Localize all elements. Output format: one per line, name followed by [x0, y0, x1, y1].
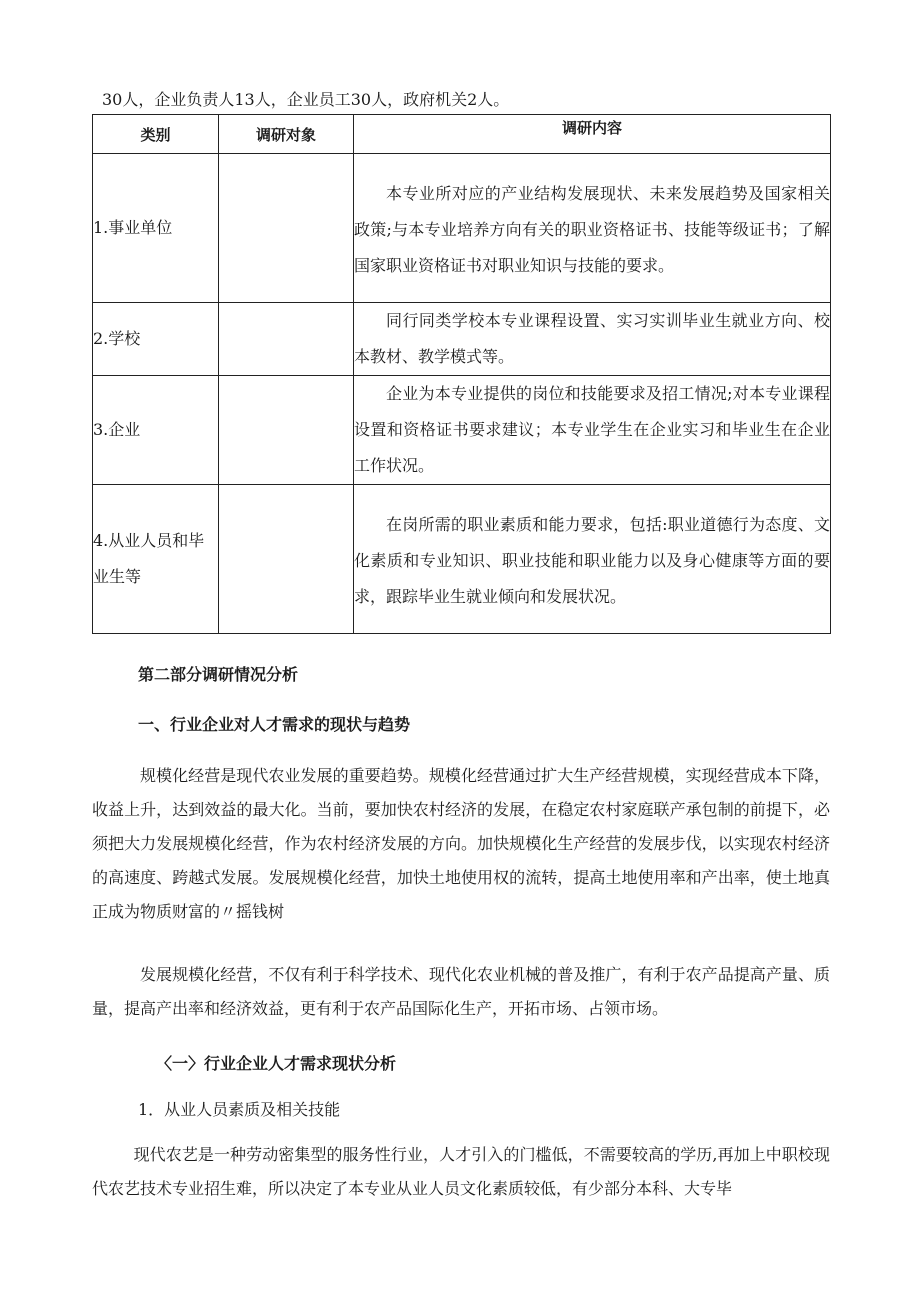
- row-target: [219, 303, 354, 376]
- row-category: 3.企业: [93, 376, 219, 485]
- row-category: 4.从业人员和毕业生等: [93, 485, 219, 634]
- row-content-text: 企业为本专业提供的岗位和技能要求及招工情况;对本专业课程设置和资格证书要求建议；本专业学生在企业实习和毕业生在企业工作状况。: [354, 384, 830, 475]
- table-row: [93, 376, 831, 485]
- subsection-title: 〈一〉行业企业人才需求现状分析: [156, 1054, 397, 1073]
- body-paragraph: [92, 759, 830, 929]
- row-content: [354, 154, 831, 303]
- header-content: 调研内容: [354, 115, 831, 154]
- paragraph-text: 规模化经营是现代农业发展的重要趋势。规模化经营通过扩大生产经营规模，实现经营成本下降，收益上升，达到效益的最大化。当前，要加快农村经济的发展，在稳定农村家庭联产承包制的前提下，必须把大力发展规模化经营，作为农村经济发展的方向。加快规模化生产经营的发展步伐，以实现农村经济的高速度、跨越式发展。发展规模化经营，加快土地使用权的流转，提高土地使用率和产出率，使土地真正成为物质财富的〃摇钱树: [92, 766, 830, 921]
- row-content-text: 本专业所对应的产业结构发展现状、未来发展趋势及国家相关政策;与本专业培养方向有关的职业资格证书、技能等级证书；了解国家职业资格证书对职业知识与技能的要求。: [354, 184, 830, 275]
- row-content: [354, 485, 831, 634]
- row-content: [354, 376, 831, 485]
- table-row: [93, 485, 831, 634]
- survey-table: [92, 114, 831, 634]
- row-target: [219, 485, 354, 634]
- body-paragraph: [92, 1138, 830, 1206]
- table-header-row: [93, 115, 831, 154]
- intro-line: 30人，企业负责人13人，企业员工30人，政府机关2人。: [102, 90, 510, 109]
- body-paragraph: [92, 958, 830, 1026]
- row-content-text: 同行同类学校本专业课程设置、实习实训毕业生就业方向、校本教材、教学模式等。: [354, 311, 830, 366]
- header-target: 调研对象: [219, 115, 354, 154]
- header-category: 类别: [93, 115, 219, 154]
- table-row: [93, 303, 831, 376]
- subsection-title: 一、行业企业对人才需求的现状与趋势: [138, 715, 411, 734]
- paragraph-text: 发展规模化经营，不仅有利于科学技术、现代化农业机械的普及推广，有利于农产品提高产量、质量，提高产出率和经济效益，更有利于农产品国际化生产，开拓市场、占领市场。: [92, 965, 830, 1018]
- paragraph-text: 现代农艺是一种劳动密集型的服务性行业，人才引入的门槛低，不需要较高的学历,再加上中职校现代农艺技术专业招生难，所以决定了本专业从业人员文化素质较低，有少部分本科、大专毕: [92, 1145, 830, 1198]
- table-row: [93, 154, 831, 303]
- row-content: [354, 303, 831, 376]
- row-target: [219, 154, 354, 303]
- section-title: 第二部分调研情况分析: [138, 665, 299, 684]
- list-item-heading: 1．从业人员素质及相关技能: [138, 1100, 341, 1119]
- row-content-text: 在岗所需的职业素质和能力要求，包括:职业道德行为态度、文化素质和专业知识、职业技能和职业能力以及身心健康等方面的要求，跟踪毕业生就业倾向和发展状况。: [354, 515, 830, 606]
- row-category: 2.学校: [93, 303, 219, 376]
- row-category: 1.事业单位: [93, 154, 219, 303]
- row-target: [219, 376, 354, 485]
